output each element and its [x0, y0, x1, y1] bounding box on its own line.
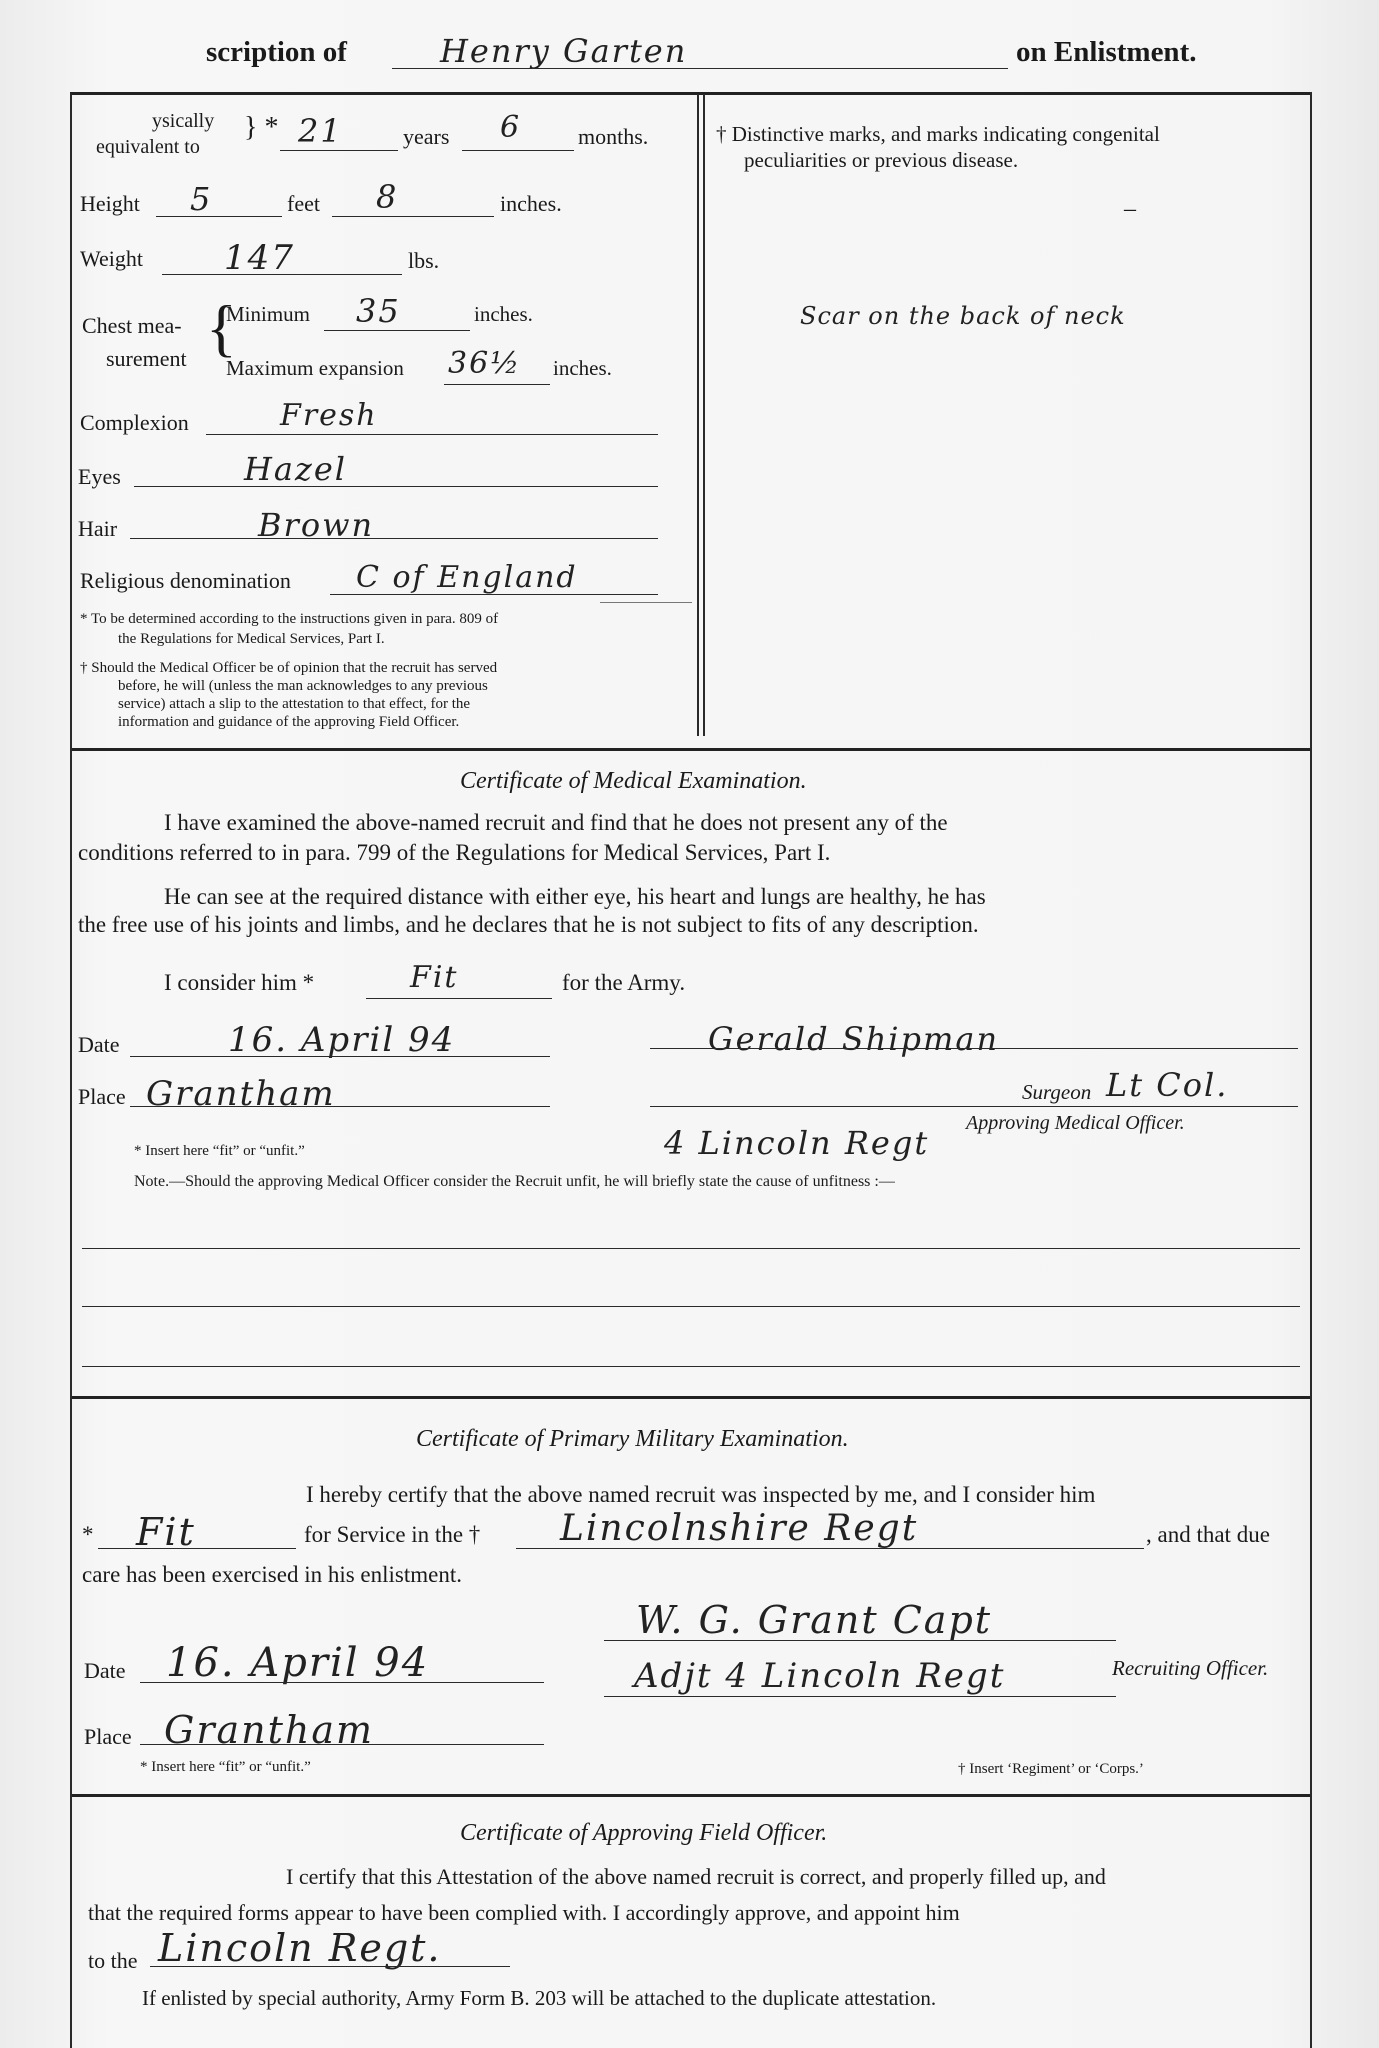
medical-officer-signature: Gerald Shipman	[708, 1020, 1000, 1058]
top-rule	[70, 92, 1312, 95]
unfitness-line-2	[82, 1306, 1300, 1307]
months-label: months.	[578, 124, 649, 149]
recruiting-officer-signature-1: W. G. Grant Capt	[636, 1598, 993, 1642]
field-regiment-line	[150, 1966, 510, 1967]
military-place: Grantham	[164, 1708, 375, 1752]
religion-label: Religious denomination	[80, 568, 291, 593]
medical-title: Certificate of Medical Examination.	[460, 768, 807, 794]
medical-fit: Fit	[410, 960, 459, 995]
age-label-1: ysically	[152, 110, 215, 132]
recruiting-officer-label: Recruiting Officer.	[1112, 1656, 1269, 1680]
approving-medical-officer-label: Approving Medical Officer.	[966, 1112, 1185, 1134]
military-regiment-line	[516, 1548, 1144, 1549]
marks-heading-2: peculiarities or previous disease.	[744, 148, 1019, 172]
age-years: 21	[298, 112, 343, 150]
medical-place-label: Place	[78, 1084, 126, 1109]
medical-regiment: 4 Lincoln Regt	[664, 1124, 930, 1162]
chest-min-line	[324, 330, 470, 331]
field-line1: I certify that this Attestation of the above named recruit is correct, and properly filled up, and	[286, 1864, 1106, 1889]
military-title: Certificate of Primary Military Examination.	[416, 1426, 849, 1452]
age-months-line	[462, 150, 574, 151]
medical-date-line	[130, 1056, 550, 1057]
military-regiment: Lincolnshire Regt	[560, 1508, 919, 1549]
chest-max: 36½	[448, 346, 522, 381]
chest-brace: {	[206, 292, 237, 363]
age-label-2: equivalent to	[96, 136, 200, 158]
eyes-label: Eyes	[78, 464, 121, 489]
chest-max-line	[444, 384, 550, 385]
military-star: *	[82, 1522, 94, 1547]
right-border	[1310, 92, 1312, 2048]
chest-label-2: surement	[106, 346, 187, 371]
field-top-rule	[72, 1794, 1310, 1797]
military-line3: care has been exercised in his enlistment.	[82, 1562, 462, 1587]
recruiting-officer-signature-2: Adjt 4 Lincoln Regt	[634, 1656, 1006, 1696]
chest-max-unit: inches.	[553, 356, 612, 380]
marks-value: Scar on the back of neck	[800, 302, 1126, 330]
medical-fit-line	[366, 998, 552, 999]
chest-min-label: Minimum	[226, 302, 311, 326]
column-divider-b	[703, 94, 705, 736]
field-regiment: Lincoln Regt.	[158, 1926, 442, 1970]
weight-line	[162, 274, 402, 275]
marks-heading-1: † Distinctive marks, and marks indicating congenital	[716, 122, 1160, 146]
military-insert-note: * Insert here “fit” or “unfit.”	[140, 1759, 311, 1775]
eyes-value: Hazel	[244, 450, 348, 488]
chest-min-unit: inches.	[474, 302, 533, 326]
medical-unfit-note: Note.—Should the approving Medical Officer consider the Recruit unfit, he will briefly state the cause of unfitness :—	[134, 1173, 895, 1190]
field-line4: If enlisted by special authority, Army Form B. 203 will be attached to the duplicate attestation.	[142, 1986, 937, 2010]
recruiting-signature-line-2	[604, 1696, 1116, 1697]
height-label: Height	[80, 191, 140, 216]
medical-signature-line	[650, 1048, 1298, 1049]
medical-date-label: Date	[78, 1032, 120, 1057]
height-inches-line	[332, 216, 494, 217]
left-border	[70, 94, 72, 2048]
medical-top-rule	[72, 748, 1310, 751]
military-fit: Fit	[136, 1510, 196, 1554]
feet-label: feet	[287, 191, 320, 216]
note-2c: service) attach a slip to the attestation to that effect, for the	[118, 696, 471, 712]
header-prefix: scription of	[206, 36, 347, 68]
medical-para1a: I have examined the above-named recruit and find that he does not present any of the	[164, 810, 948, 835]
surgeon-line	[650, 1106, 1298, 1107]
unfitness-line-1	[82, 1248, 1300, 1249]
medical-date: 16. April 94	[228, 1020, 456, 1060]
complexion-line	[206, 434, 658, 435]
medical-para2a: He can see at the required distance with either eye, his heart and lungs are healthy, he has	[164, 884, 986, 909]
unfitness-line-3	[82, 1366, 1300, 1367]
military-date: 16. April 94	[166, 1640, 430, 1686]
surgeon-label: Surgeon	[1022, 1080, 1092, 1104]
weight-label: Weight	[80, 246, 143, 271]
note-2d: information and guidance of the approving Field Officer.	[118, 714, 460, 730]
medical-for-army: for the Army.	[562, 970, 686, 995]
hair-line	[130, 538, 658, 539]
weight-value: 147	[224, 238, 295, 278]
eyes-line	[134, 486, 658, 487]
medical-para1b: conditions referred to in para. 799 of the Regulations for Medical Services, Part I.	[78, 840, 831, 865]
religion-value: C of England	[356, 560, 578, 595]
complexion-value: Fresh	[280, 398, 378, 433]
age-months: 6	[500, 110, 522, 145]
military-date-label: Date	[84, 1658, 126, 1683]
medical-insert-note: * Insert here “fit” or “unfit.”	[134, 1143, 305, 1159]
age-years-line	[280, 150, 398, 151]
inches-label: inches.	[500, 191, 562, 216]
hair-value: Brown	[258, 506, 375, 544]
religion-line	[330, 594, 658, 595]
military-top-rule	[72, 1396, 1310, 1399]
lbs-label: lbs.	[408, 248, 440, 273]
hair-label: Hair	[78, 516, 118, 541]
medical-consider: I consider him *	[164, 970, 315, 995]
surgeon-rank: Lt Col.	[1106, 1066, 1229, 1104]
medical-para2b: the free use of his joints and limbs, and he declares that he is not subject to fits of any description.	[78, 912, 979, 937]
note-1: * To be determined according to the instructions given in para. 809 of	[80, 611, 499, 627]
marks-dash: –	[1124, 196, 1136, 222]
military-fit-line	[98, 1548, 296, 1549]
medical-place-line	[130, 1106, 550, 1107]
header-suffix: on Enlistment.	[1016, 36, 1197, 68]
chest-max-label: Maximum expansion	[226, 356, 404, 380]
military-place-label: Place	[84, 1724, 132, 1749]
years-label: years	[403, 124, 450, 149]
military-place-line	[140, 1744, 544, 1745]
field-title: Certificate of Approving Field Officer.	[460, 1820, 828, 1846]
recruit-name: Henry Garten	[440, 32, 688, 70]
age-brace: } *	[244, 112, 279, 143]
field-line3: to the	[88, 1948, 138, 1973]
military-insert-regiment: † Insert ‘Regiment’ or ‘Corps.’	[958, 1761, 1144, 1777]
header-name-line	[392, 68, 1008, 69]
column-divider-a	[697, 94, 699, 736]
complexion-label: Complexion	[80, 410, 189, 435]
height-feet: 5	[190, 180, 213, 218]
recruiting-signature-line-1	[604, 1640, 1116, 1641]
religion-line-ext	[600, 602, 692, 603]
military-date-line	[140, 1682, 544, 1683]
height-inches: 8	[376, 178, 399, 216]
chest-min: 35	[356, 292, 401, 330]
field-line2: that the required forms appear to have been complied with. I accordingly approve, and appoint him	[88, 1900, 960, 1925]
military-line1: I hereby certify that the above named recruit was inspected by me, and I consider him	[306, 1482, 1096, 1507]
military-service: for Service in the †	[304, 1522, 481, 1547]
military-due: , and that due	[1146, 1522, 1270, 1547]
chest-label-1: Chest mea-	[82, 313, 182, 338]
note-2a: † Should the Medical Officer be of opinion that the recruit has served	[80, 660, 498, 676]
note-2b: before, he will (unless the man acknowledges to any previous	[118, 678, 488, 694]
height-feet-line	[156, 216, 282, 217]
medical-place: Grantham	[146, 1074, 336, 1114]
note-1b: the Regulations for Medical Services, Part I.	[118, 631, 385, 647]
